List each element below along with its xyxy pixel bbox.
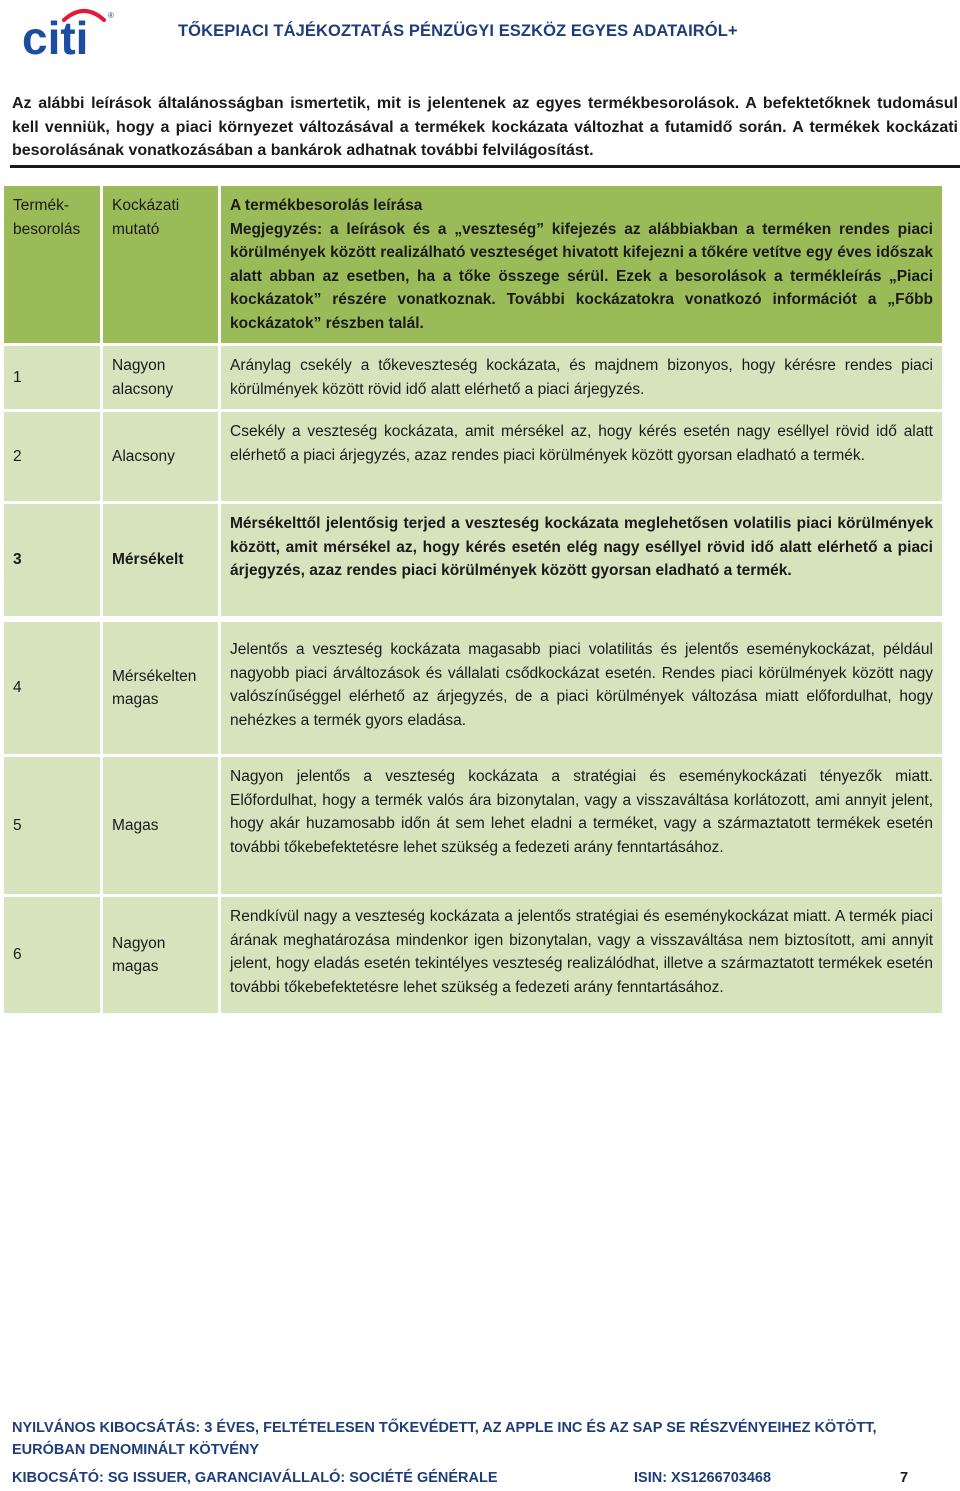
table-row bbox=[4, 622, 942, 754]
row-class: 3 bbox=[4, 504, 100, 616]
table-row bbox=[4, 757, 942, 894]
product-classification-table bbox=[4, 186, 942, 1016]
row-description: Rendkívül nagy a veszteség kockázata a jelentős stratégiai és eseménykockázat miatt. A termék piaci árának meghatározása mindenkor igen bizonytalan, vagy a visszaváltása nem biztosított, ami annyit jelent, hogy eladás esetén tekintélyes veszteség realizálódhat, illetve a származtatott termékek esetén további tőkebefektetésre lehet szükség a fedezeti arány fenntartásához. bbox=[221, 897, 942, 1013]
header-description-note: Megjegyzés: a leírások és a „veszteség” kifejezés az alábbiakban a terméken rendes piaci körülmények között realizálható veszteséget hivatott kifejezni a tőkére vetítve egy éves időszak alatt abban az esetben, ha a tőke összege sérül. Ezek a besorolások a termékleírás „Piaci kockázatok” részére vonatkoznak. További kockázatokra vonatkozó információt a „Főbb kockázatok” részben talál. bbox=[230, 220, 933, 332]
logo-wordmark: citi bbox=[22, 12, 89, 60]
row-indicator: Magas bbox=[103, 757, 218, 894]
footer-issuer-line bbox=[12, 1467, 942, 1491]
row-indicator: Nagyon alacsony bbox=[103, 346, 218, 409]
document-header-title: TŐKEPIACI TÁJÉKOZTATÁS PÉNZÜGYI ESZKÖZ EGYES ADATAIRÓL+ bbox=[178, 22, 738, 40]
row-indicator: Mérsékelt bbox=[103, 504, 218, 616]
row-description: Nagyon jelentős a veszteség kockázata a stratégiai és eseménykockázati tényezők miatt. Előfordulhat, hogy a termék valós ára bizonytalan, vagy a visszaváltása korlátozott, ami annyit jelent, hogy akár huzamosabb időn át sem lehet eladni a terméket, vagy a származtatott termékek esetén további tőkebefektetésre lehet szükség a fedezeti arány fenntartásához. bbox=[221, 757, 942, 894]
row-class: 5 bbox=[4, 757, 100, 894]
row-class: 4 bbox=[4, 622, 100, 754]
table-row bbox=[4, 346, 942, 409]
row-description: Jelentős a veszteség kockázata magasabb piaci volatilitás és jelentős eseménykockázat, például nagyobb piaci árváltozások és vállalati csődkockázat esetén. Rendes piaci körülmények között nagy valószínűséggel elérhető az árjegyzés, de a piaci körülmények változása miatt előfordulhat, hogy nehézkes a termék gyors eladása. bbox=[221, 622, 942, 754]
citi-logo bbox=[20, 4, 120, 60]
table-row bbox=[4, 504, 942, 616]
table-header-row bbox=[4, 186, 942, 343]
row-class: 6 bbox=[4, 897, 100, 1013]
intro-paragraph: Az alábbi leírások általánosságban ismertetik, mit is jelentenek az egyes termékbesorolások. A befektetőknek tudomásul kell venniük, hogy a piaci környezet változásával a termékek kockázata változhat a futamidő során. A termékek kockázati besorolásának vonatkozásában a bankárok adhatnak további felvilágosítást. bbox=[12, 95, 958, 159]
row-description: Aránylag csekély a tőkeveszteség kockázata, és majdnem bizonyos, hogy kérésre rendes piaci körülmények között rövid idő alatt elérhető a piaci árjegyzés. bbox=[221, 346, 942, 409]
table-row bbox=[4, 412, 942, 501]
header-risk-indicator: Kockázati mutató bbox=[103, 186, 218, 343]
header-description-title: A termékbesorolás leírása bbox=[230, 197, 423, 214]
table-row bbox=[4, 897, 942, 1013]
row-description: Mérsékelttől jelentősig terjed a veszteség kockázata meglehetősen volatilis piaci körülmények között, amit mérsékel az, hogy kérés esetén elég nagy eséllyel rövid idő alatt elérhető a piaci árjegyzés, azaz rendes piaci körülmények között gyorsan eladható a termék. bbox=[221, 504, 942, 616]
row-description: Csekély a veszteség kockázata, amit mérsékel az, hogy kérés esetén nagy eséllyel rövid idő alatt elérhető a piaci árjegyzés, azaz rendes piaci körülmények között gyorsan eladható a termék. bbox=[221, 412, 942, 501]
registered-mark: ® bbox=[108, 11, 114, 20]
footer-isin: ISIN: XS1266703468 bbox=[634, 1470, 772, 1486]
row-indicator: Mérsékelten magas bbox=[103, 622, 218, 754]
header-divider bbox=[10, 165, 960, 168]
header-description bbox=[221, 186, 942, 343]
header-product-class: Termék-besorolás bbox=[4, 186, 100, 343]
page-number: 7 bbox=[900, 1470, 909, 1486]
row-indicator: Nagyon magas bbox=[103, 897, 218, 1013]
row-class: 2 bbox=[4, 412, 100, 501]
footer-issuer: KIBOCSÁTÓ: SG ISSUER, GARANCIAVÁLLALÓ: SOCIÉTÉ GÉNÉRALE bbox=[12, 1470, 498, 1486]
row-class: 1 bbox=[4, 346, 100, 409]
document-footer bbox=[12, 1417, 942, 1491]
footer-issuance-title: NYILVÁNOS KIBOCSÁTÁS: 3 ÉVES, FELTÉTELESEN TŐKEVÉDETT, AZ APPLE INC ÉS AZ SAP SE RÉSZVÉNYEIHEZ KÖTÖTT, EURÓBAN DENOMINÁLT KÖTVÉNY bbox=[12, 1420, 877, 1458]
row-indicator: Alacsony bbox=[103, 412, 218, 501]
